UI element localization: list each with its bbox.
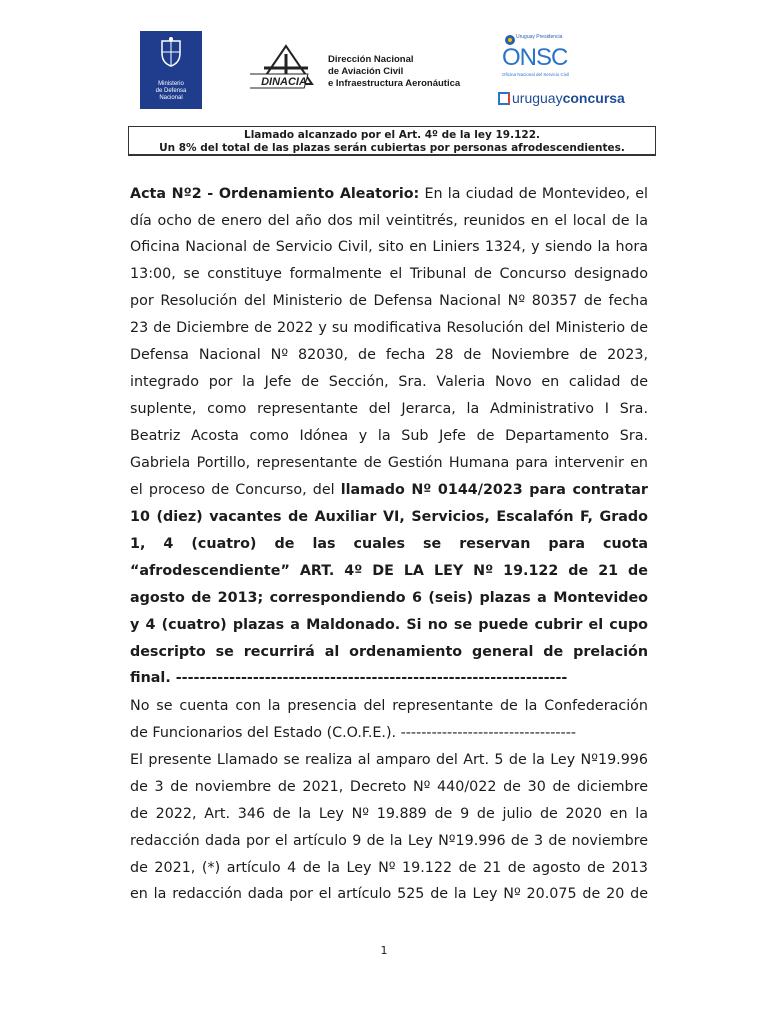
body-line-5: por Resolución del Ministerio de Defensa Nacional Nº 80357 de fecha <box>130 293 648 309</box>
onsc-name: ONSC <box>502 44 568 71</box>
body-line-1 <box>130 184 648 204</box>
body-line-27: en la redacción dada por el artículo 525 de la Ley Nº 20.075 de 20 de <box>130 886 648 902</box>
concursa-light: uruguay <box>512 90 563 106</box>
onsc-superscript: Uruguay Presidencia <box>516 34 563 40</box>
mdn-line-1: Ministerio <box>158 81 184 87</box>
dinacia-line-2: de Aviación Civil <box>328 66 404 77</box>
dinacia-logo <box>250 44 322 94</box>
uruguay-shield-icon <box>160 37 182 67</box>
concursa-bold: concursa <box>562 90 625 106</box>
dinacia-wordmark: DINACIA <box>261 76 307 88</box>
body-line-10: Beatriz Acosta como Idónea y la Sub Jefe de Departamento Sra. <box>130 428 648 444</box>
uruguay-concursa-logo <box>498 90 625 106</box>
body-line-19: final. ------------------------------------------------------------------ <box>130 670 568 686</box>
onsc-subtitle: Oficina Nacional del Servicio Civil <box>502 72 570 77</box>
body-line-11: Gabriela Portillo, representante de Gestión Humana para intervenir en <box>130 455 648 471</box>
acta-title: Acta Nº2 - Ordenamiento Aleatorio: <box>130 186 420 202</box>
ministerio-defensa-logo <box>140 31 202 109</box>
body-line-6: 23 de Diciembre de 2022 y su modificativa Resolución del Ministerio de <box>130 320 648 336</box>
notice-line-2: Un 8% del total de las plazas serán cubiertas por personas afrodescendientes. <box>159 142 625 154</box>
body-line-24: de 2022, Art. 346 de la Ley Nº 19.889 de 9 de julio de 2020 en la <box>130 806 648 822</box>
mdn-line-2: de Defensa <box>155 88 187 94</box>
body-line-23: de 3 de noviembre de 2021, Decreto Nº 440/022 de 30 de diciembre <box>130 779 648 795</box>
body-line-18: descripto se recurrirá al ordenamiento general de prelación <box>130 644 648 660</box>
body-line-25: redacción dada por el artículo 9 de la Ley Nº19.996 de 3 de noviembre <box>130 833 648 849</box>
body-line-2: día ocho de enero del año dos mil veintitrés, reunidos en el local de la <box>130 213 648 229</box>
llamado-number: llamado Nº 0144/2023 para contratar <box>340 482 648 498</box>
body-line-22: El presente Llamado se realiza al amparo del Art. 5 de la Ley Nº19.996 <box>130 752 648 768</box>
body-line-20: No se cuenta con la presencia del representante de la Confederación <box>130 698 648 714</box>
dinacia-name <box>328 54 460 90</box>
page-number: 1 <box>380 944 388 957</box>
body-line-7: Defensa Nacional Nº 82030, de fecha 28 de Noviembre de 2023, <box>130 347 648 363</box>
body-line-3: Oficina Nacional de Servicio Civil, sito en Liniers 1324, y siendo la hora <box>130 239 648 255</box>
notice-box <box>128 126 656 156</box>
notice-line-1: Llamado alcanzado por el Art. 4º de la ley 19.122. <box>244 129 540 141</box>
body-line-16: agosto de 2013; correspondiendo 6 (seis) plazas a Montevideo <box>130 590 648 606</box>
body-line-26: de 2021, (*) artículo 4 de la Ley Nº 19.122 de 21 de agosto de 2013 <box>130 860 648 876</box>
body-line-12-normal: el proceso de Concurso, del <box>130 482 341 498</box>
onsc-logo <box>498 34 570 86</box>
dinacia-line-1: Dirección Nacional <box>328 54 414 65</box>
body-line-13: 10 (diez) vacantes de Auxiliar VI, Servicios, Escalafón F, Grado <box>130 509 648 525</box>
body-line-17: y 4 (cuatro) plazas a Maldonado. Si no se puede cubrir el cupo <box>130 617 648 633</box>
body-line-9: suplente, como representante del Jerarca, la Administrativo I Sra. <box>130 401 648 417</box>
dinacia-line-3: e Infraestructura Aeronáutica <box>328 78 461 89</box>
body-line-14: 1, 4 (cuatro) de las cuales se reservan para cuota <box>130 536 648 552</box>
body-line-21: de Funcionarios del Estado (C.O.F.E.). ---------------------------------- <box>130 725 577 741</box>
body-line-15: “afrodescendiente” ART. 4º DE LA LEY Nº 19.122 de 21 de <box>130 563 648 579</box>
concursa-mark-icon <box>498 92 510 105</box>
body-line-1-rest: En la ciudad de Montevideo, el <box>419 186 648 202</box>
body-line-12 <box>130 480 648 500</box>
body-line-4: 13:00, se constituye formalmente el Tribunal de Concurso designado <box>130 266 648 282</box>
body-line-8: integrado por la Jefe de Sección, Sra. Valeria Novo en calidad de <box>130 374 648 390</box>
mdn-line-3: Nacional <box>159 95 183 101</box>
